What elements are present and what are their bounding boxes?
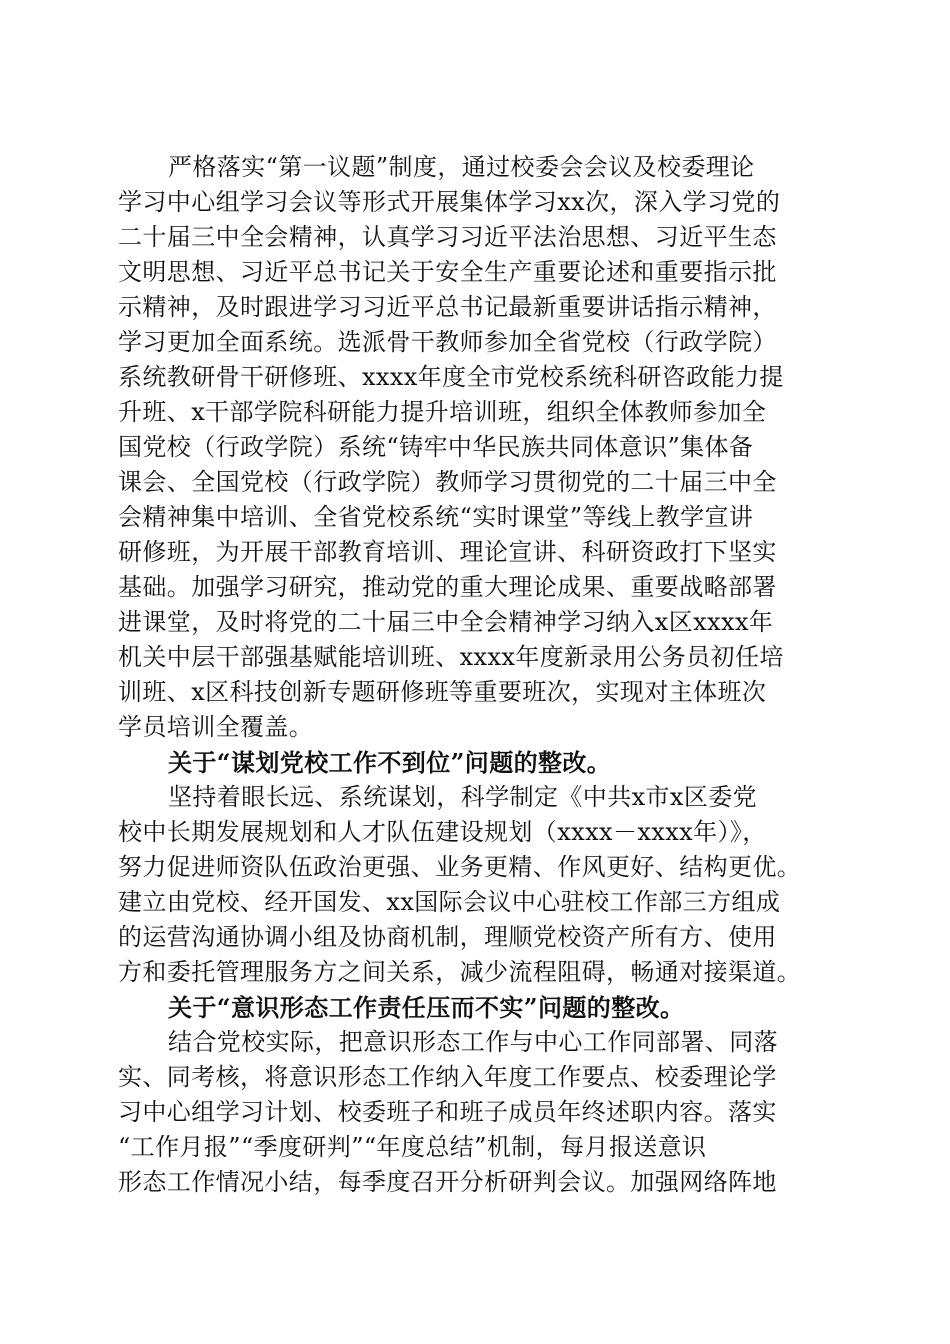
- paragraph-line: 升班、x干部学院科研能力提升培训班，组织全体教师参加全: [118, 398, 767, 426]
- paragraph-line: 学习中心组学习会议等形式开展集体学习xx次，深入学习党的: [118, 188, 781, 216]
- paragraph-line: “工作月报”“季度研判”“年度总结”机制，每月报送意识: [118, 1133, 707, 1161]
- paragraph-line: 二十届三中全会精神，认真学习习近平法治思想、习近平生态: [118, 223, 777, 251]
- paragraph-line: 机关中层干部强基赋能培训班、xxxx年度新录用公务员初任培: [118, 643, 784, 671]
- paragraph-line: 基础。加强学习研究，推动党的重大理论成果、重要战略部署: [118, 573, 777, 601]
- paragraph-study-measures: [118, 150, 830, 745]
- paragraph-line: 国党校（行政学院）系统“铸牢中华民族共同体意识”集体备: [118, 433, 754, 461]
- paragraph-line: 会精神集中培训、全省党校系统“实时课堂”等线上教学宣讲: [118, 503, 754, 531]
- paragraph-line: 进课堂，及时将党的二十届三中全会精神学习纳入x区xxxx年: [118, 608, 774, 636]
- paragraph-line: 结合党校实际，把意识形态工作与中心工作同部署、同落: [168, 1028, 778, 1056]
- paragraph-line: 方和委托管理服务方之间关系，减少流程阻碍，畅通对接渠道。: [118, 958, 802, 986]
- paragraph-line: 课会、全国党校（行政学院）教师学习贯彻党的二十届三中全: [118, 468, 777, 496]
- paragraph-line: 学习更加全面系统。选派骨干教师参加全省党校（行政学院）: [118, 328, 777, 356]
- paragraph-line: 训班、x区科技创新专题研修班等重要班次，实现对主体班次: [118, 678, 767, 706]
- paragraph-line: 校中长期发展规划和人才队伍建设规划（xxxx－xxxx年）》，: [118, 818, 767, 846]
- paragraph-line: 学员培训全覆盖。: [118, 713, 314, 741]
- paragraph-line: 实、同考核，将意识形态工作纳入年度工作要点、校委理论学: [118, 1063, 777, 1091]
- paragraph-line: 努力促进师资队伍政治更强、业务更精、作风更好、结构更优。: [118, 853, 802, 881]
- paragraph-line: 建立由党校、经开国发、xx国际会议中心驻校工作部三方组成: [118, 888, 781, 916]
- section-heading: 关于“谋划党校工作不到位”问题的整改。: [168, 748, 612, 777]
- paragraph-line: 习中心组学习计划、校委班子和班子成员年终述职内容。落实: [118, 1098, 777, 1126]
- paragraph-line: 严格落实“第一议题”制度，通过校委会会议及校委理论: [168, 153, 755, 181]
- document-body: [118, 150, 830, 1200]
- paragraph-line: 研修班，为开展干部教育培训、理论宣讲、科研资政打下坚实: [118, 538, 777, 566]
- paragraph-ideology: [118, 1025, 830, 1200]
- paragraph-line: 系统教研骨干研修班、xxxx年度全市党校系统科研咨政能力提: [118, 363, 784, 391]
- paragraph-planning: [118, 780, 830, 990]
- paragraph-line: 示精神，及时跟进学习习近平总书记最新重要讲话指示精神，: [118, 293, 777, 321]
- paragraph-line: 文明思想、习近平总书记关于安全生产重要论述和重要指示批: [118, 258, 777, 286]
- section-heading-planning: [118, 745, 830, 780]
- section-heading: 关于“意识形态工作责任压而不实”问题的整改。: [168, 993, 685, 1022]
- paragraph-line: 形态工作情况小结，每季度召开分析研判会议。加强网络阵地: [118, 1168, 777, 1196]
- paragraph-line: 的运营沟通协调小组及协商机制，理顺党校资产所有方、使用: [118, 923, 777, 951]
- paragraph-line: 坚持着眼长远、系统谋划，科学制定《中共x市x区委党: [168, 783, 758, 811]
- section-heading-ideology: [118, 990, 830, 1025]
